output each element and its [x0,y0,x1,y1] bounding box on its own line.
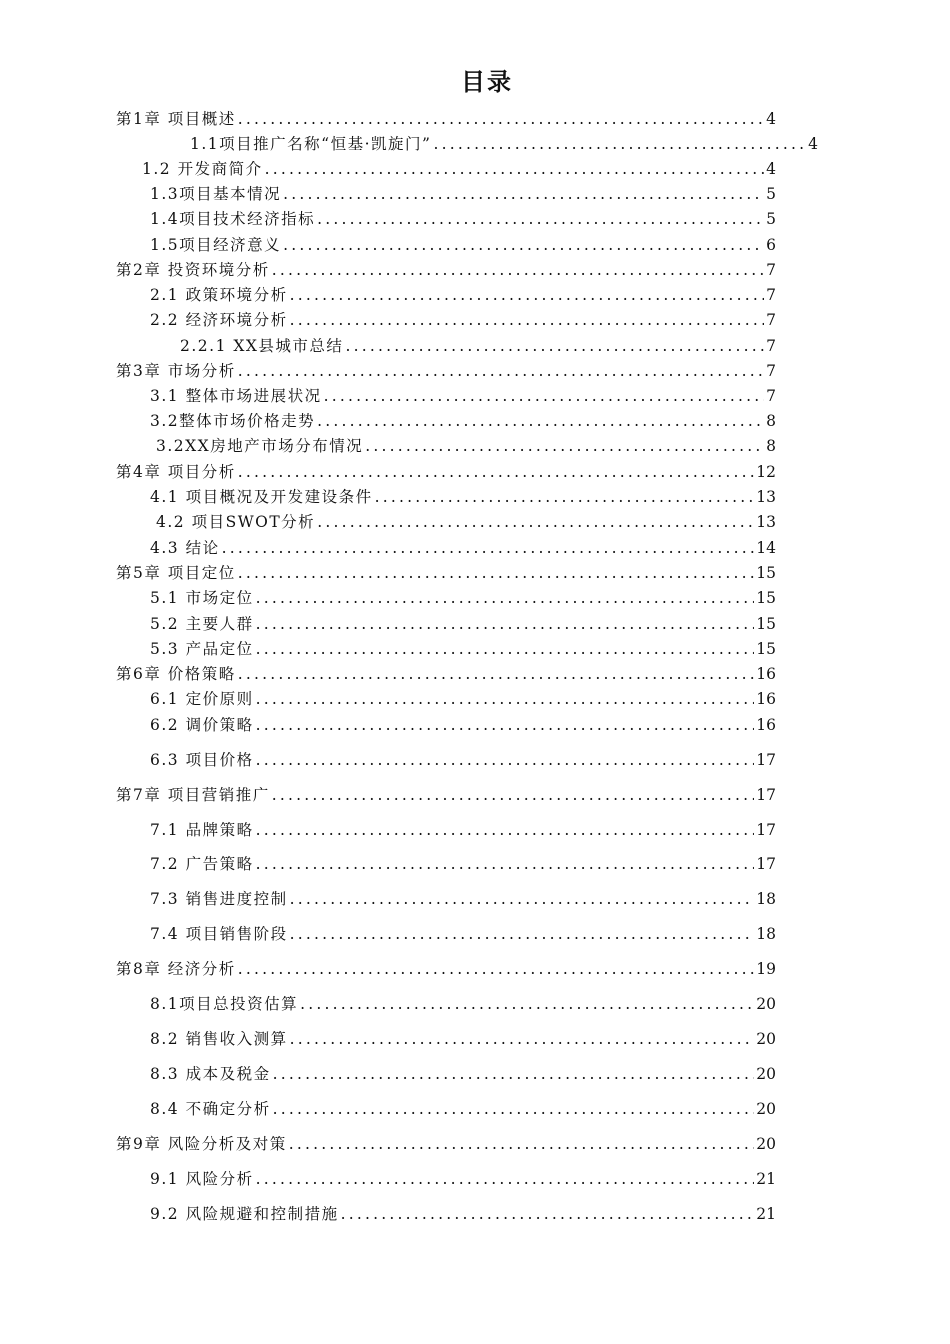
toc-entry[interactable] [150,183,776,205]
toc-leader-dots [341,1203,755,1225]
toc-entry-label: 第1章 项目概述 [116,110,236,128]
toc-entry[interactable] [190,133,818,155]
toc-leader-dots [317,410,764,432]
toc-leader-dots [238,360,764,382]
toc-entry[interactable] [150,234,776,256]
toc-entry-page: 20 [756,1030,776,1048]
toc-leader-dots [238,562,754,584]
toc-leader-dots [324,385,765,407]
toc-entry[interactable] [116,461,776,483]
toc-entry-label: 第8章 经济分析 [116,960,236,978]
toc-entry[interactable] [150,1063,776,1085]
toc-entry-page: 17 [756,786,776,804]
toc-leader-dots [290,923,755,945]
toc-entry[interactable] [142,158,776,180]
toc-leader-dots [256,853,755,875]
toc-entry-page: 4 [766,110,776,128]
toc-entry-label: 第5章 项目定位 [116,564,236,582]
toc-entry-label: 2.2 经济环境分析 [150,311,288,329]
toc-entry-label: 7.2 广告策略 [150,855,254,873]
toc-entry-label: 第4章 项目分析 [116,463,236,481]
toc-leader-dots [256,587,755,609]
toc-entry-label: 1.2 开发商简介 [142,160,263,178]
toc-entry[interactable] [150,638,776,660]
toc-leader-dots [238,958,754,980]
toc-entry-label: 5.3 产品定位 [150,640,254,658]
toc-entry-label: 3.2整体市场价格走势 [150,412,316,430]
toc-entry[interactable] [156,435,776,457]
toc-entry-label: 1.5项目经济意义 [150,236,282,254]
toc-entry[interactable] [116,259,776,281]
toc-leader-dots [272,259,764,281]
toc-entry-page: 19 [756,960,776,978]
toc-entry-page: 7 [766,387,776,405]
toc-entry-page: 17 [756,855,776,873]
toc-entry-label: 第3章 市场分析 [116,362,236,380]
toc-entry-page: 7 [766,337,776,355]
toc-entry-page: 14 [756,539,776,557]
toc-entry[interactable] [150,613,776,635]
toc-entry-label: 5.2 主要人群 [150,615,254,633]
toc-entry-page: 20 [756,1065,776,1083]
toc-entry-page: 13 [756,513,776,531]
toc-entry[interactable] [150,923,776,945]
toc-entry-label: 1.3项目基本情况 [150,185,282,203]
toc-entry-label: 7.1 品牌策略 [150,821,254,839]
toc-entry[interactable] [150,819,776,841]
toc-entry[interactable] [150,1168,776,1190]
toc-entry-page: 15 [756,615,776,633]
toc-entry-label: 第9章 风险分析及对策 [116,1135,287,1153]
toc-entry[interactable] [150,537,776,559]
toc-entry[interactable] [116,1133,776,1155]
toc-leader-dots [273,1063,755,1085]
toc-entry-label: 3.2XX房地产市场分布情况 [156,437,364,455]
toc-leader-dots [433,133,806,155]
toc-entry-page: 7 [766,362,776,380]
toc-entry-label: 8.1项目总投资估算 [150,995,299,1013]
toc-entry-page: 17 [756,821,776,839]
toc-entry[interactable] [150,888,776,910]
toc-entry-label: 8.4 不确定分析 [150,1100,271,1118]
toc-entry-label: 6.3 项目价格 [150,751,254,769]
toc-entry[interactable] [150,284,776,306]
toc-entry-page: 17 [756,751,776,769]
toc-entry[interactable] [150,410,776,432]
toc-entry-page: 7 [766,311,776,329]
toc-entry[interactable] [150,1028,776,1050]
toc-entry-label: 7.4 项目销售阶段 [150,925,288,943]
toc-entry-page: 21 [756,1170,776,1188]
toc-entry-label: 6.2 调价策略 [150,716,254,734]
toc-leader-dots [345,335,764,357]
toc-entry[interactable] [150,688,776,710]
toc-entry-page: 12 [756,463,776,481]
toc-entry[interactable] [116,108,776,130]
toc-entry-page: 18 [756,925,776,943]
toc-leader-dots [290,284,765,306]
toc-entry-label: 8.3 成本及税金 [150,1065,271,1083]
toc-entry-label: 3.1 整体市场进展状况 [150,387,322,405]
toc-entry-label: 6.1 定价原则 [150,690,254,708]
toc-leader-dots [375,486,755,508]
toc-entry-label: 第6章 价格策略 [116,665,236,683]
toc-entry-label: 9.1 风险分析 [150,1170,254,1188]
toc-entry-page: 7 [766,286,776,304]
toc-leader-dots [317,511,754,533]
toc-leader-dots [238,663,754,685]
toc-entry[interactable] [116,562,776,584]
toc-entry-label: 1.4项目技术经济指标 [150,210,316,228]
toc-entry-label: 1.1项目推广名称“恒基·凯旋门” [190,135,432,153]
toc-entry[interactable] [150,993,776,1015]
toc-entry-page: 5 [766,210,776,228]
toc-entry-label: 第7章 项目营销推广 [116,786,270,804]
toc-entry-page: 13 [756,488,776,506]
toc-entry-label: 4.1 项目概况及开发建设条件 [150,488,373,506]
toc-entry-page: 15 [756,640,776,658]
toc-entry[interactable] [116,958,776,980]
toc-leader-dots [256,749,755,771]
toc-leader-dots [256,638,755,660]
toc-entry-page: 5 [766,185,776,203]
toc-entry[interactable] [150,309,776,331]
toc-leader-dots [317,208,764,230]
toc-entry[interactable] [150,1098,776,1120]
toc-entry-page: 16 [756,665,776,683]
toc-leader-dots [290,888,755,910]
toc-entry-page: 8 [766,412,776,430]
toc-leader-dots [265,158,765,180]
toc-leader-dots [289,1133,754,1155]
page-title: 目录 [461,68,513,96]
toc-entry-page: 15 [756,564,776,582]
toc-entry-page: 4 [808,135,818,153]
toc-leader-dots [222,537,755,559]
toc-entry[interactable] [116,784,776,806]
toc-entry[interactable] [150,1203,776,1225]
toc-entry[interactable] [150,587,776,609]
toc-entry-page: 16 [756,716,776,734]
toc-entry[interactable] [180,335,776,357]
toc-entry[interactable] [116,663,776,685]
toc-entry-page: 7 [766,261,776,279]
toc-entry-page: 20 [756,1100,776,1118]
toc-leader-dots [272,784,754,806]
toc-leader-dots [290,309,765,331]
toc-leader-dots [256,688,755,710]
toc-leader-dots [283,234,764,256]
toc-leader-dots [256,714,755,736]
toc-leader-dots [238,461,754,483]
toc-entry-page: 15 [756,589,776,607]
toc-entry[interactable] [150,714,776,736]
toc-entry[interactable] [116,360,776,382]
toc-leader-dots [365,435,764,457]
toc-entry[interactable] [150,385,776,407]
toc-entry-label: 9.2 风险规避和控制措施 [150,1205,339,1223]
toc-entry-label: 8.2 销售收入测算 [150,1030,288,1048]
toc-entry-page: 20 [756,1135,776,1153]
toc-leader-dots [283,183,764,205]
toc-entry-page: 18 [756,890,776,908]
toc-entry-page: 21 [756,1205,776,1223]
toc-entry[interactable] [156,511,776,533]
toc-entry-page: 4 [766,160,776,178]
toc-entry[interactable] [150,749,776,771]
toc-entry-label: 2.1 政策环境分析 [150,286,288,304]
toc-entry-page: 6 [766,236,776,254]
toc-leader-dots [290,1028,755,1050]
toc-leader-dots [256,1168,755,1190]
toc-entry-label: 第2章 投资环境分析 [116,261,270,279]
toc-entry-page: 20 [756,995,776,1013]
toc-entry-label: 5.1 市场定位 [150,589,254,607]
toc-entry-page: 16 [756,690,776,708]
toc-entry[interactable] [150,853,776,875]
toc-leader-dots [256,819,755,841]
toc-entry-label: 4.3 结论 [150,539,220,557]
toc-leader-dots [238,108,764,130]
toc-entry[interactable] [150,208,776,230]
toc-entry[interactable] [150,486,776,508]
toc-leader-dots [300,993,754,1015]
toc-leader-dots [256,613,755,635]
toc-leader-dots [273,1098,755,1120]
toc-entry-page: 8 [766,437,776,455]
toc-entry-label: 4.2 项目SWOT分析 [156,513,316,531]
toc-entry-label: 2.2.1 XX县城市总结 [180,337,344,355]
toc-entry-label: 7.3 销售进度控制 [150,890,288,908]
